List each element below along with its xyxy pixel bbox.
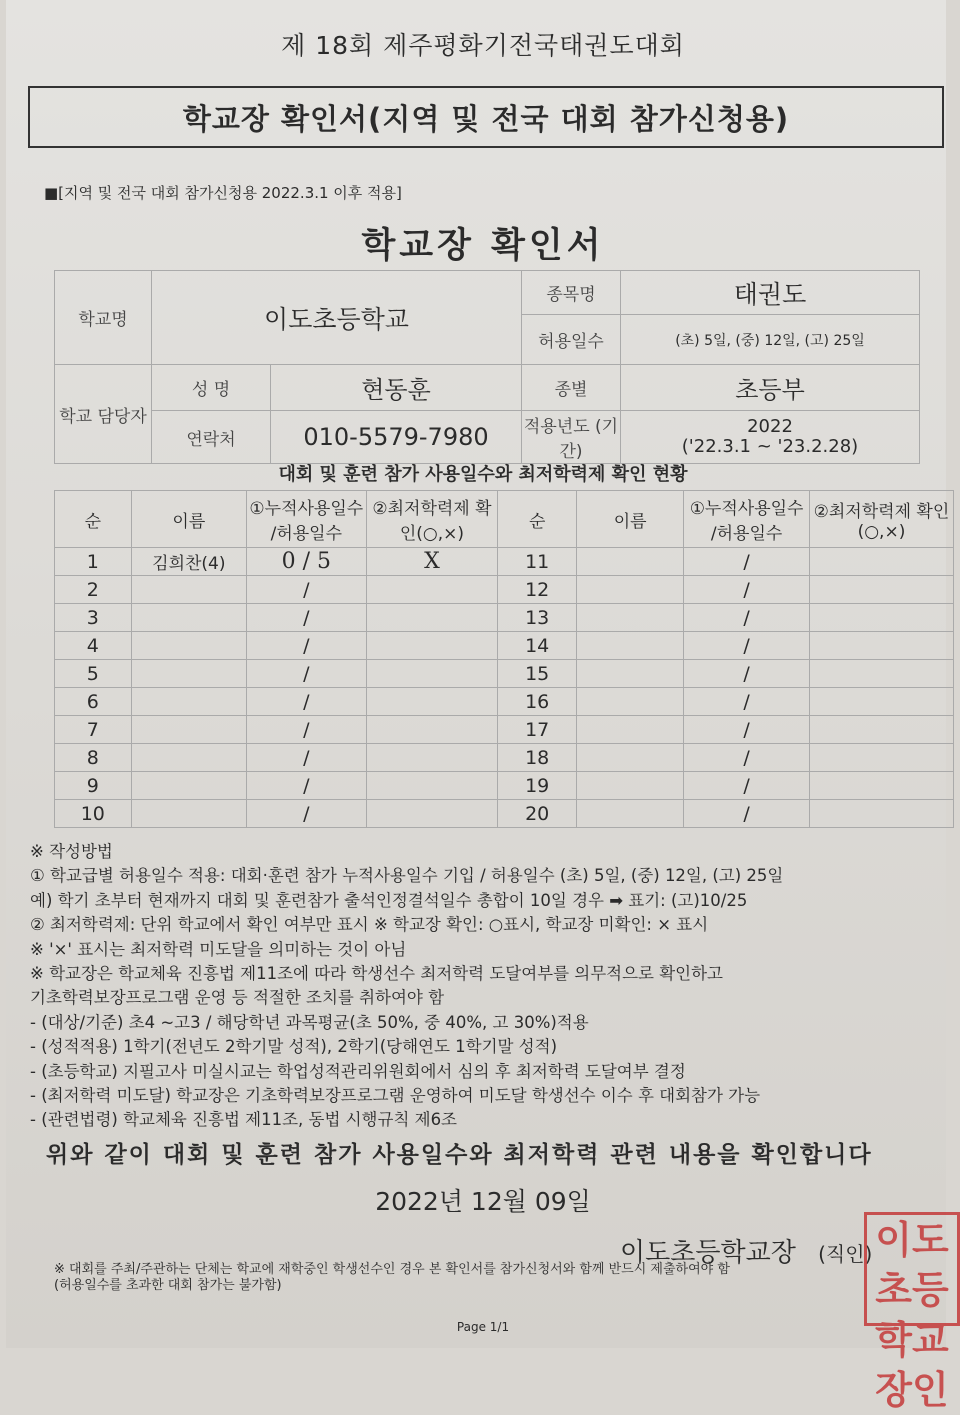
name-value: 현동훈: [271, 365, 522, 411]
days-used: /: [684, 688, 810, 716]
student-name: [131, 604, 246, 632]
table-row: [55, 660, 954, 688]
col-academic-right: ②최저학력제 확인(○,×): [809, 491, 953, 548]
name-label: 성 명: [152, 365, 271, 411]
academic-check: [809, 632, 953, 660]
year-label: 적용년도 (기간): [522, 411, 621, 464]
row-number: 4: [55, 632, 132, 660]
event-label: 종목명: [522, 271, 621, 315]
instruction-line: 예) 학기 초부터 현재까지 대회 및 훈련참가 출석인정결석일수 총합이 10일 경우 ➡ 표기: (고)10/25: [30, 890, 748, 910]
days-used: /: [684, 772, 810, 800]
days-used: /: [247, 744, 367, 772]
academic-check: [366, 800, 498, 828]
instruction-line: ※ 학교장은 학교체육 진흥법 제11조에 따라 학생선수 최저학력 도달여부를 의무적으로 확인하고: [30, 964, 723, 984]
student-name: [131, 632, 246, 660]
contact-value: 010-5579-7980: [271, 411, 522, 464]
allowed-value: (초) 5일, (중) 12일, (고) 25일: [621, 315, 920, 365]
student-name: [577, 576, 684, 604]
academic-check: [366, 604, 498, 632]
row-number: 7: [55, 716, 132, 744]
footnote-line-1: ※ 대회를 주최/주관하는 단체는 학교에 재학중인 학생선수인 경우 본 확인서를 참가신청서와 함께 반드시 제출하여야 함: [54, 1262, 730, 1277]
days-used: /: [684, 548, 810, 576]
student-name: [577, 716, 684, 744]
col-days-left: ①누적사용일수 /허용일수: [247, 491, 367, 548]
student-name: 김희찬(4): [131, 548, 246, 576]
status-table-body: [55, 548, 954, 828]
academic-check: [809, 744, 953, 772]
academic-check: [366, 688, 498, 716]
row-number: 11: [498, 548, 577, 576]
academic-check: [366, 716, 498, 744]
academic-check: [809, 716, 953, 744]
academic-check: [366, 660, 498, 688]
days-used: /: [247, 576, 367, 604]
academic-check: [366, 772, 498, 800]
days-used: /: [247, 632, 367, 660]
event-value: 태권도: [621, 271, 920, 315]
instruction-line: - (최저학력 미도달) 학교장은 기초학력보장프로그램 운영하여 미도달 학생선수 이수 후 대회참가 가능: [30, 1086, 761, 1106]
days-used: /: [684, 604, 810, 632]
row-number: 18: [498, 744, 577, 772]
row-number: 20: [498, 800, 577, 828]
status-table: [54, 490, 954, 828]
academic-check: [366, 744, 498, 772]
col-days-right: ①누적사용일수 /허용일수: [684, 491, 810, 548]
student-name: [131, 716, 246, 744]
row-number: 12: [498, 576, 577, 604]
table-row: [55, 800, 954, 828]
academic-check: [809, 548, 953, 576]
box-title: 학교장 확인서(지역 및 전국 대회 참가신청용): [28, 86, 944, 148]
col-academic-left: ②최저학력제 확인(○,×): [366, 491, 498, 548]
table-row: [55, 576, 954, 604]
student-name: [577, 632, 684, 660]
instruction-line: - (초등학교) 지필고사 미실시교는 학업성적관리위원회에서 심의 후 최저학력 도달여부 결정: [30, 1061, 686, 1081]
col-name-left: 이름: [131, 491, 246, 548]
academic-check: [366, 576, 498, 604]
row-number: 13: [498, 604, 577, 632]
table-row: [55, 604, 954, 632]
instruction-line: - (관련법령) 학교체육 진흥법 제11조, 동법 시행규칙 제6조: [30, 1110, 457, 1130]
days-used: /: [684, 800, 810, 828]
form-note: ■[지역 및 전국 대회 참가신청용 2022.3.1 이후 적용]: [44, 184, 402, 202]
days-used: /: [247, 716, 367, 744]
student-name: [577, 548, 684, 576]
table-row: [55, 632, 954, 660]
row-number: 2: [55, 576, 132, 604]
instruction-line: ※ '×' 표시는 최저학력 미도달을 의미하는 것이 아님: [30, 939, 407, 959]
instruction-line: ※ 작성방법: [30, 842, 113, 861]
student-name: [131, 688, 246, 716]
table-row: [55, 688, 954, 716]
table-row: [55, 744, 954, 772]
table-row: [55, 548, 954, 576]
col-name-right: 이름: [577, 491, 684, 548]
student-name: [577, 660, 684, 688]
page-number: Page 1/1: [456, 1320, 510, 1334]
official-seal: 이도초등학교장인: [864, 1212, 960, 1326]
academic-check: [809, 772, 953, 800]
academic-check: [809, 660, 953, 688]
year-value: 2022: [747, 416, 793, 437]
document-title: 학교장 확인서: [361, 226, 605, 266]
footnote: [54, 1262, 914, 1294]
col-no-left: 순: [55, 491, 132, 548]
row-number: 10: [55, 800, 132, 828]
row-number: 16: [498, 688, 577, 716]
days-used: /: [684, 632, 810, 660]
row-number: 19: [498, 772, 577, 800]
col-no-right: 순: [498, 491, 577, 548]
footnote-line-2: (허용일수를 초과한 대회 참가는 불가함): [54, 1278, 282, 1293]
days-used: /: [247, 688, 367, 716]
school-label: 학교명: [55, 271, 152, 365]
row-number: 8: [55, 744, 132, 772]
days-used: /: [684, 660, 810, 688]
division-label: 종별: [522, 365, 621, 411]
student-name: [577, 604, 684, 632]
student-name: [131, 576, 246, 604]
instruction-line: 기초학력보장프로그램 운영 등 적절한 조치를 취하여야 함: [30, 988, 445, 1008]
event-title: 제 18회 제주평화기전국태권도대회: [281, 31, 685, 60]
student-name: [131, 660, 246, 688]
manager-label: 학교 담당자: [55, 365, 152, 464]
instructions: [30, 840, 950, 1133]
days-used: /: [247, 800, 367, 828]
student-name: [577, 744, 684, 772]
academic-check: X: [366, 548, 498, 576]
student-name: [131, 744, 246, 772]
row-number: 9: [55, 772, 132, 800]
days-used: /: [247, 660, 367, 688]
days-used: /: [247, 772, 367, 800]
row-number: 17: [498, 716, 577, 744]
table-row: [55, 716, 954, 744]
confirmation-text: 위와 같이 대회 및 훈련 참가 사용일수와 최저학력 관련 내용을 확인합니다: [46, 1142, 873, 1168]
school-value: 이도초등학교: [152, 271, 522, 365]
document-paper: [6, 0, 950, 1412]
days-used: /: [684, 576, 810, 604]
row-number: 5: [55, 660, 132, 688]
info-table: [54, 270, 920, 464]
issue-date: 2022년 12월 09일: [375, 1187, 591, 1216]
signer-label: 이도초등학교장: [620, 1238, 796, 1268]
row-number: 6: [55, 688, 132, 716]
days-used: /: [247, 604, 367, 632]
instruction-line: - (성적적용) 1학기(전년도 2학기말 성적), 2학기(당해연도 1학기말 성적): [30, 1037, 558, 1057]
year-cell: [621, 411, 920, 464]
allowed-label: 허용일수: [522, 315, 621, 365]
days-used: 0 / 5: [247, 548, 367, 576]
academic-check: [809, 800, 953, 828]
academic-check: [809, 604, 953, 632]
student-name: [577, 772, 684, 800]
student-name: [577, 800, 684, 828]
division-value: 초등부: [621, 365, 920, 411]
instruction-line: ② 최저학력제: 단위 학교에서 확인 여부만 표시 ※ 학교장 확인: ○표시, 학교장 미확인: × 표시: [30, 915, 709, 935]
signer-suffix: (직인): [818, 1242, 873, 1266]
instruction-line: ① 학교급별 허용일수 적용: 대회·훈련 참가 누적사용일수 기입 / 허용일수 (초) 5일, (중) 12일, (고) 25일: [30, 866, 784, 886]
student-name: [131, 772, 246, 800]
days-used: /: [684, 744, 810, 772]
academic-check: [809, 688, 953, 716]
row-number: 3: [55, 604, 132, 632]
student-name: [577, 688, 684, 716]
student-name: [131, 800, 246, 828]
instruction-line: - (대상/기준) 초4 ~고3 / 해당학년 과목평균(초 50%, 중 40%, 고 30%)적용: [30, 1012, 589, 1032]
status-title: 대회 및 훈련 참가 사용일수와 최저학력제 확인 현황: [278, 464, 688, 485]
table-row: [55, 772, 954, 800]
row-number: 15: [498, 660, 577, 688]
academic-check: [366, 632, 498, 660]
row-number: 14: [498, 632, 577, 660]
academic-check: [809, 576, 953, 604]
days-used: /: [684, 716, 810, 744]
period-value: ('22.3.1 ~ '23.2.28): [681, 436, 859, 457]
contact-label: 연락처: [152, 411, 271, 464]
row-number: 1: [55, 548, 132, 576]
